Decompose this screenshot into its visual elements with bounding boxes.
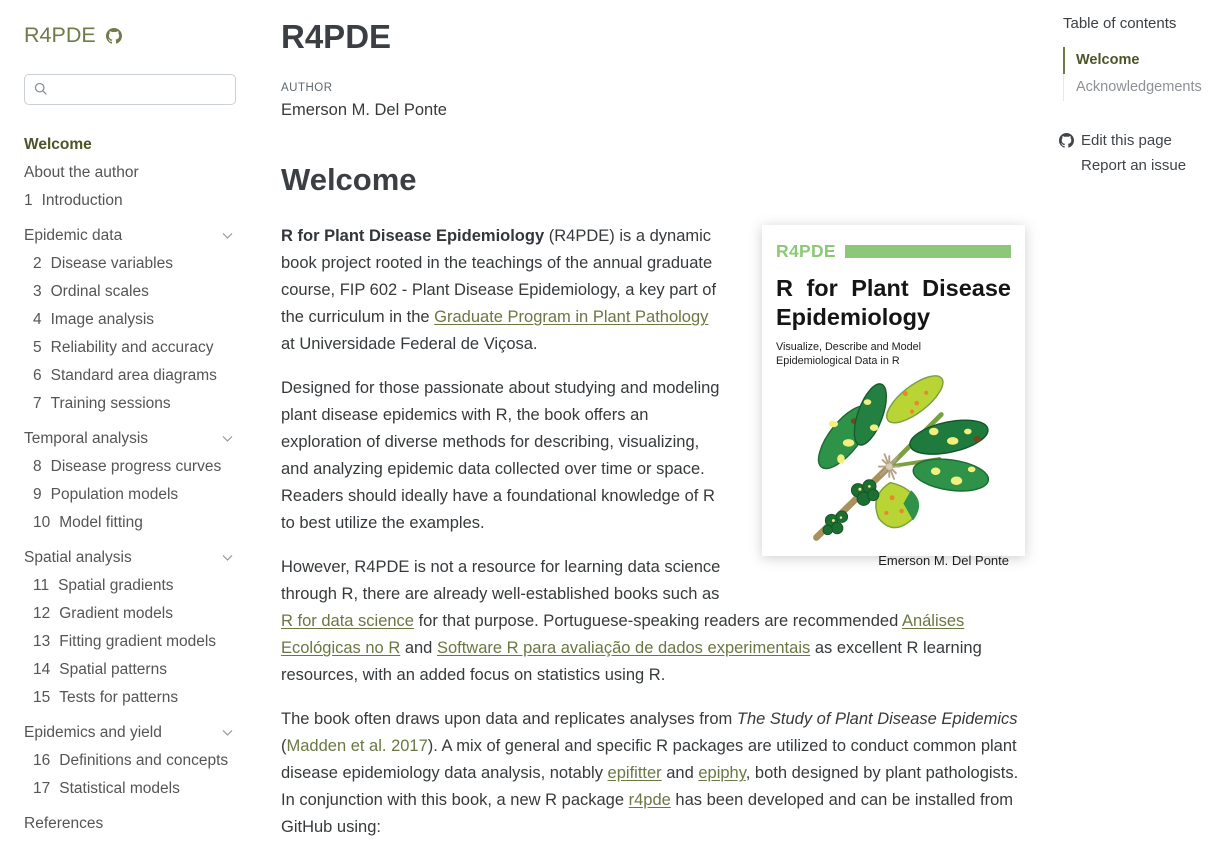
sidebar-item-label: Introduction	[41, 191, 123, 209]
sidebar-item-label: Statistical models	[59, 779, 180, 797]
sidebar-item-epidemic-data[interactable]	[24, 221, 236, 249]
chapter-number: 6	[33, 366, 42, 384]
chapter-number: 8	[33, 457, 42, 475]
sidebar-item-reliability-and-accuracy[interactable]	[24, 333, 236, 361]
chapter-number: 1	[24, 191, 33, 209]
chevron-down-icon[interactable]	[221, 551, 234, 564]
search-box	[24, 74, 236, 105]
sidebar-item-label: Temporal analysis	[24, 429, 149, 447]
sidebar-item-fitting-gradient-models[interactable]	[24, 627, 236, 655]
sidebar-title-link[interactable]: R4PDE	[24, 23, 96, 47]
sidebar-item-temporal-analysis[interactable]	[24, 424, 236, 452]
chapter-number: 11	[33, 576, 50, 594]
toc-heading: Table of contents	[1063, 15, 1177, 32]
cover-brand-row	[776, 238, 1011, 265]
sidebar-item-label: Spatial patterns	[59, 660, 167, 678]
sidebar-item-references[interactable]	[24, 809, 236, 837]
sidebar-item-disease-progress-curves[interactable]	[24, 452, 236, 480]
search-input[interactable]	[24, 74, 236, 105]
sidebar-item-label: Fitting gradient models	[59, 632, 217, 650]
sidebar-item-label: Tests for patterns	[59, 688, 179, 706]
toc-link-label: Edit this page	[1081, 132, 1172, 149]
github-icon[interactable]	[106, 28, 122, 44]
chapter-number: 12	[33, 604, 51, 622]
sidebar-item-label: About the author	[24, 163, 139, 181]
cover-subtitle	[776, 340, 1011, 369]
text-segment: ). A mix of general and specific R packages are utilized to conduct common plant disease epidemiology data analysis, notably	[281, 737, 1017, 783]
text-link-r-for-data-science[interactable]: R for data science	[281, 612, 414, 631]
sidebar-item-label: Ordinal scales	[50, 282, 149, 300]
chevron-down-icon[interactable]	[221, 726, 234, 739]
sidebar-header	[24, 23, 236, 48]
sidebar-item-label: Epidemic data	[24, 226, 123, 244]
sidebar-item-label: Disease progress curves	[50, 457, 222, 475]
sidebar-item-label: Definitions and concepts	[59, 751, 229, 769]
sidebar-item-model-fitting[interactable]	[24, 508, 236, 536]
sidebar	[24, 0, 236, 837]
text-link-r4pde[interactable]: r4pde	[628, 791, 671, 810]
cover-title-line2: Epidemiology	[776, 304, 931, 331]
diseased-plant-illustration	[776, 369, 1011, 547]
text-segment: However, R4PDE is not a resource for learning data science through R, there are already well-established books such as	[281, 558, 721, 604]
chapter-number: 15	[33, 688, 51, 706]
cover-brand: R4PDE	[776, 241, 836, 262]
sidebar-item-statistical-models[interactable]	[24, 774, 236, 802]
text-segment: has been developed and can be installed from GitHub using:	[281, 791, 1013, 837]
sidebar-item-epidemics-and-yield[interactable]	[24, 718, 236, 746]
sidebar-item-label: References	[24, 814, 104, 832]
page-title: Welcome	[281, 162, 417, 198]
text-link-epifitter[interactable]: epifitter	[607, 764, 662, 783]
text-segment: The book often draws upon data and replicates analyses from	[281, 710, 737, 729]
text-segment: and	[400, 639, 437, 658]
sidebar-item-label: Epidemics and yield	[24, 723, 162, 741]
chapter-number: 14	[33, 660, 51, 678]
chapter-number: 17	[33, 779, 51, 797]
sidebar-item-tests-for-patterns[interactable]	[24, 683, 236, 711]
sidebar-item-training-sessions[interactable]	[24, 389, 236, 417]
toc-item-acknowledgements[interactable]: Acknowledgements	[1063, 74, 1217, 101]
chapter-number: 13	[33, 632, 51, 650]
sidebar-item-image-analysis[interactable]	[24, 305, 236, 333]
sidebar-item-gradient-models[interactable]	[24, 599, 236, 627]
text-segment: Designed for those passionate about studying and modeling plant disease epidemics with R, the book offers an exploration of diverse methods for describing, visualizing, and analyzing epidemic data collected over time or space. Readers should ideally have a foundational knowledge of R to best utilize the examples.	[281, 379, 720, 533]
sidebar-item-label: Spatial analysis	[24, 548, 132, 566]
sidebar-item-spatial-patterns[interactable]	[24, 655, 236, 683]
chapter-number: 9	[33, 485, 42, 503]
github-icon	[1059, 133, 1074, 148]
chapter-number: 2	[33, 254, 42, 272]
cover-green-bar	[845, 245, 1011, 258]
sidebar-item-standard-area-diagrams[interactable]	[24, 361, 236, 389]
cover-subtitle-line2: Epidemiological Data in R	[776, 355, 900, 368]
sidebar-item-welcome[interactable]	[24, 130, 236, 158]
main-content	[281, 0, 1025, 858]
sidebar-item-label: Model fitting	[59, 513, 143, 531]
author-name: Emerson M. Del Ponte	[281, 101, 447, 120]
sidebar-item-spatial-analysis[interactable]	[24, 543, 236, 571]
text-segment: and	[661, 764, 699, 783]
book-cover-image	[762, 225, 1025, 568]
table-of-contents	[1059, 0, 1217, 178]
sidebar-item-disease-variables[interactable]	[24, 249, 236, 277]
text-segment: at Universidade Federal de Viçosa.	[281, 335, 538, 354]
sidebar-item-label: Welcome	[24, 135, 92, 153]
cover-subtitle-line1: Visualize, Describe and Model	[776, 340, 922, 353]
sidebar-item-population-models[interactable]	[24, 480, 236, 508]
sidebar-item-label: Reliability and accuracy	[50, 338, 214, 356]
text-segment: R for Plant Disease Epidemiology	[281, 227, 545, 246]
search-icon	[34, 82, 48, 96]
text-link-epiphy[interactable]: epiphy	[698, 764, 746, 783]
chapter-number: 5	[33, 338, 42, 356]
text-link-an-lises-ecol-gicas-no-r[interactable]: Análises Ecológicas no R	[281, 612, 965, 658]
sidebar-item-introduction[interactable]	[24, 186, 236, 214]
chapter-number: 7	[33, 394, 42, 412]
chapter-number: 16	[33, 751, 51, 769]
paragraph-4	[281, 706, 1025, 841]
toc-link-label: Report an issue	[1081, 157, 1187, 174]
page-body	[281, 223, 1025, 841]
book-title: R4PDE	[281, 18, 392, 55]
toc-links	[1059, 128, 1217, 178]
sidebar-item-label: Standard area diagrams	[50, 366, 217, 384]
book-cover	[762, 225, 1025, 568]
sidebar-item-definitions-and-concepts[interactable]	[24, 746, 236, 774]
chevron-down-icon[interactable]	[221, 229, 234, 242]
toc-link-report-an-issue[interactable]	[1059, 153, 1217, 178]
sidebar-item-label: Disease variables	[50, 254, 173, 272]
text-segment: The Study of Plant Disease Epidemics	[736, 710, 1018, 729]
sidebar-item-label: Image analysis	[50, 310, 155, 328]
sidebar-item-label: Gradient models	[59, 604, 173, 622]
toc-item-welcome[interactable]: Welcome	[1063, 47, 1217, 74]
sidebar-item-about-the-author[interactable]	[24, 158, 236, 186]
sidebar-item-ordinal-scales[interactable]	[24, 277, 236, 305]
text-segment: (R4PDE) is a dynamic book project rooted in the teachings of the annual graduate course, FIP 602 - Plant Disease Epidemiology, a key part of the curriculum in the	[281, 227, 717, 327]
text-segment: for that purpose. Portuguese-speaking readers are recommended	[413, 612, 902, 631]
text-segment: (	[281, 737, 287, 756]
text-segment: , both designed by plant pathologists. In conjunction with this book, a new R package	[281, 764, 1019, 810]
chapter-number: 4	[33, 310, 42, 328]
sidebar-item-label: Spatial gradients	[58, 576, 174, 594]
sidebar-item-label: Training sessions	[50, 394, 171, 412]
author-label: AUTHOR	[281, 82, 333, 95]
toc-link-edit-this-page[interactable]	[1059, 128, 1217, 153]
citation-link-madden-et-al-2017[interactable]: Madden et al. 2017	[286, 737, 428, 756]
text-link-graduate-program-in-plant-pathology[interactable]: Graduate Program in Plant Pathology	[434, 308, 709, 327]
chapter-number: 3	[33, 282, 42, 300]
paragraph-3	[281, 554, 1025, 689]
cover-author: Emerson M. Del Ponte	[878, 552, 1009, 568]
toc-list	[1063, 47, 1217, 101]
sidebar-item-label: Population models	[50, 485, 179, 503]
text-link-software-r-para-avalia-o-de-dados-experimentais[interactable]: Software R para avaliação de dados experimentais	[436, 639, 811, 658]
chevron-down-icon[interactable]	[221, 432, 234, 445]
sidebar-nav	[24, 130, 236, 837]
cover-title-line1: R for Plant Disease	[776, 275, 1011, 302]
sidebar-item-spatial-gradients[interactable]	[24, 571, 236, 599]
chapter-number: 10	[33, 513, 51, 531]
text-segment: as excellent R learning resources, with an added focus on statistics using R.	[281, 639, 982, 685]
